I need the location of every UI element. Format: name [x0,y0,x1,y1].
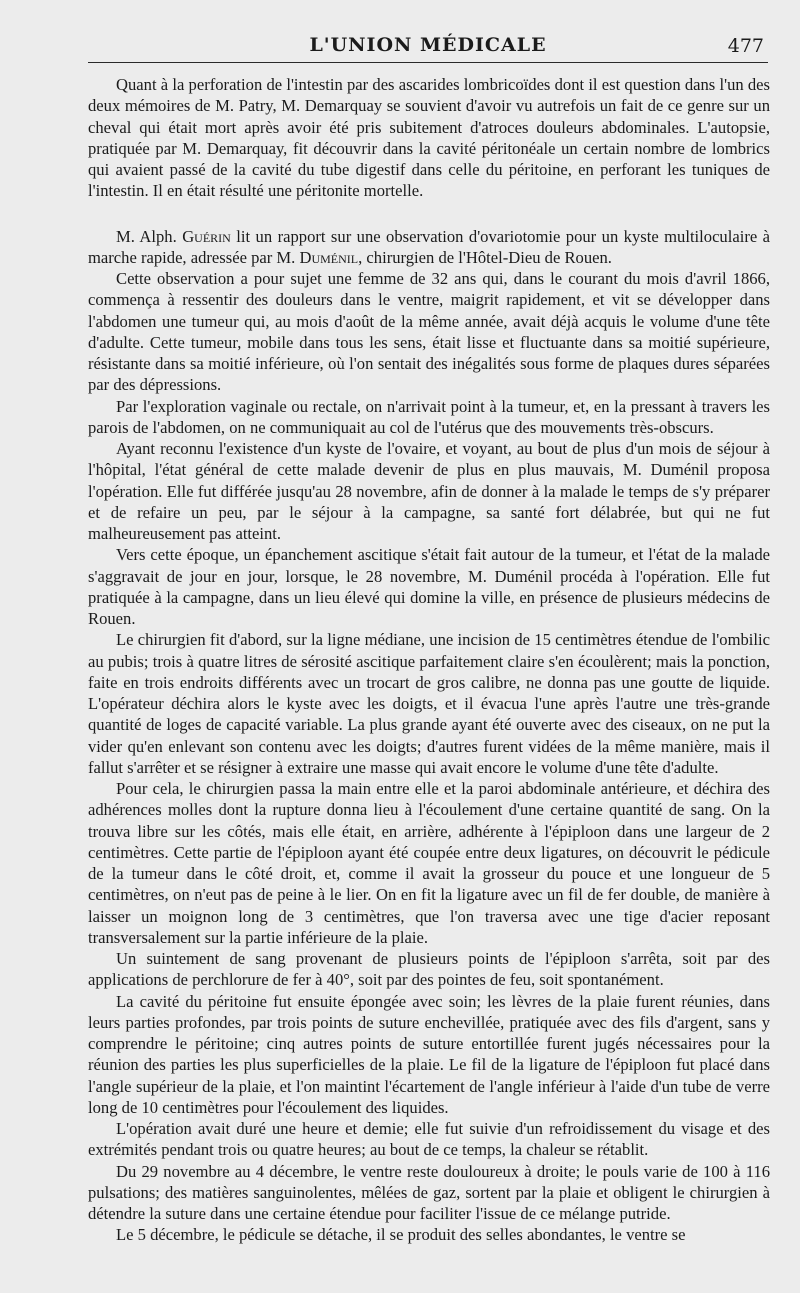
paragraph-duree: L'opération avait duré une heure et demie; elle fut suivie d'un refroidissement du visage et des extrémités pendant trois ou quatre heures; au bout de ce temps, la chaleur se rétablit. [88,1119,770,1160]
page-header [88,34,768,63]
paragraph-perforation: Quant à la perforation de l'intestin par des ascarides lombricoïdes dont il est question dans l'un des deux mémoires de M. Patry, M. Demarquay se souvient d'avoir vu autrefois un fait de ce genre sur un cheval qui était mort après avoir été pris subitement d'atroces douleurs abdominales. L'autopsie, pratiquée par M. Demarquay, fit découvrir dans la cavité péritonéale un certain nombre de lombrics qui avaient passé de la cavité du tube digestif dans celle du péritoine, en perforant les tuniques de l'intestin. Il en était résulté une péritonite mortelle. [88,75,770,201]
paragraph-suintement: Un suintement de sang provenant de plusieurs points de l'épiploon s'arrêta, soit par des applications de perchlorure de fer à 40°, soit par des pointes de feu, soit spontanément. [88,949,770,990]
paragraph-cavite: La cavité du péritoine fut ensuite épongée avec soin; les lèvres de la plaie furent réunies, dans leurs parties profondes, par trois points de suture enchevillée, pratiquée avec des fils d'argent, sans y comprendre le péritoine; cinq autres points de suture entortillée furent jugés nécessaires pour la réunion des parties les plus superficielles de la plaie. Le fil de la ligature de l'épiploon fut placé dans l'angle supérieur de la plaie, et l'on maintint l'écartement de l'angle inférieur à l'aide d'un tube de verre long de 10 centimètres pour l'écoulement des liquides. [88,991,770,1117]
paragraph-incision: Le chirurgien fit d'abord, sur la ligne médiane, une incision de 15 centimètres étendue de l'ombilic au pubis; trois à quatre litres de sérosité ascitique parfaitement claire s'en écoulèrent; mais la ponction, faite en trois endroits différents avec un trocart de gros calibre, ne donna pas une goutte de liquide. L'opérateur déchira alors le kyste avec les doigts, et il évacua l'une après l'autre une très-grande quantité de loges de capacité variable. La plus grande ayant été ouverte avec des ciseaux, on ne put la vider qu'en enlevant son contenu avec les doigts; d'autres furent vidées de la même manière, mais il fallut s'arrêter et se résigner à extraire une masse qui avait encore le volume d'une tête d'adulte. [88,630,770,777]
paragraph-adherences: Pour cela, le chirurgien passa la main entre elle et la paroi abdominale antérieure, et déchira des adhérences molles dont la rupture donna lieu à l'écoulement d'une certaine quantité de sang. On la trouva libre sur les côtés, mais elle était, en arrière, adhérente à l'épiploon dans une largeur de 2 centimètres. Cette partie de l'épiploon ayant été coupée entre deux ligatures, on découvrit le pédicule de la tumeur dans le côté droit, et, comme il avait la grosseur du pouce et une longueur de 5 centimètres, on n'eut pas de peine à le lier. On en fit la ligature avec un fil de fer double, de manière à laisser un moignon long de 3 centimètres, que l'on traversa avec une tige d'acier reposant transversalement sur la partie inférieure de la plaie. [88,779,770,947]
paragraph-text: , chirurgien de l'Hôtel-Dieu de Rouen. [358,247,612,267]
paragraph-text: lit un rapport sur une observation d'ovariotomie pour un kyste multiloculaire à marche rapide, adressée par M. [88,226,771,267]
running-title: L'UNION MÉDICALE [309,34,547,56]
paragraph-epanchement: Vers cette époque, un épanchement ascitique s'était fait autour de la tumeur, et l'état de la malade s'aggravait de jour en jour, lorsque, le 28 novembre, M. Duménil procéda à l'opération. Elle fut pratiquée à la campagne, dans un lieu élevé qui domine la ville, en présence de plusieurs médecins de Rouen. [88,545,770,628]
author-name-dumenil: Duménil [299,247,359,267]
author-name-guerin: Guérin [182,226,231,246]
paragraph-pedicule: Le 5 décembre, le pédicule se détache, il se produit des selles abondantes, le ventre se [116,1225,686,1245]
page-number: 477 [727,35,764,57]
paragraph-observation: Cette observation a pour sujet une femme de 32 ans qui, dans le courant du mois d'avril 1866, commença à ressentir des douleurs dans le ventre, maigrit rapidement, et vit se développer dans l'abdomen une tumeur qui, au mois d'août de la même année, avait déjà acquis le volume d'une tête d'adulte. Cette tumeur, mobile dans tous les sens, était lisse et fluctuante dans sa moitié supérieure, résistante dans sa moitié inférieure, où l'on sentait des inégalités sous forme de plaques dures séparées par des dépressions. [88,269,770,395]
paragraph-kyste: Ayant reconnu l'existence d'un kyste de l'ovaire, et voyant, au bout de plus d'un mois de séjour à l'hôpital, l'état général de cette malade devenir de plus en plus mauvais, M. Duménil proposa l'opération. Elle fut différée jusqu'au 28 novembre, afin de donner à la malade le temps de s'y préparer et de refaire un peu, par le séjour à la campagne, sa santé fort délabrée, but qui ne fut malheureusement pas atteint. [88,439,770,543]
paragraph-exploration: Par l'exploration vaginale ou rectale, on n'arrivait point à la tumeur, et, en la pressant à travers les parois de l'abdomen, on ne communiquait au col de l'utérus que des mouvements très-obscurs. [88,396,770,437]
article-body [88,74,770,1246]
paragraph-suites: Du 29 novembre au 4 décembre, le ventre reste douloureux à droite; le pouls varie de 100 à 116 pulsations; des matières sanguinolentes, mêlées de gaz, sortent par la plaie et obligent le chirurgien à détendre la suture dans une certaine étendue pour faciliter l'issue de ce mélange putride. [88,1161,770,1223]
paragraph-lead: M. Alph. [116,226,183,246]
paragraph-rapport-guerin [88,226,770,269]
